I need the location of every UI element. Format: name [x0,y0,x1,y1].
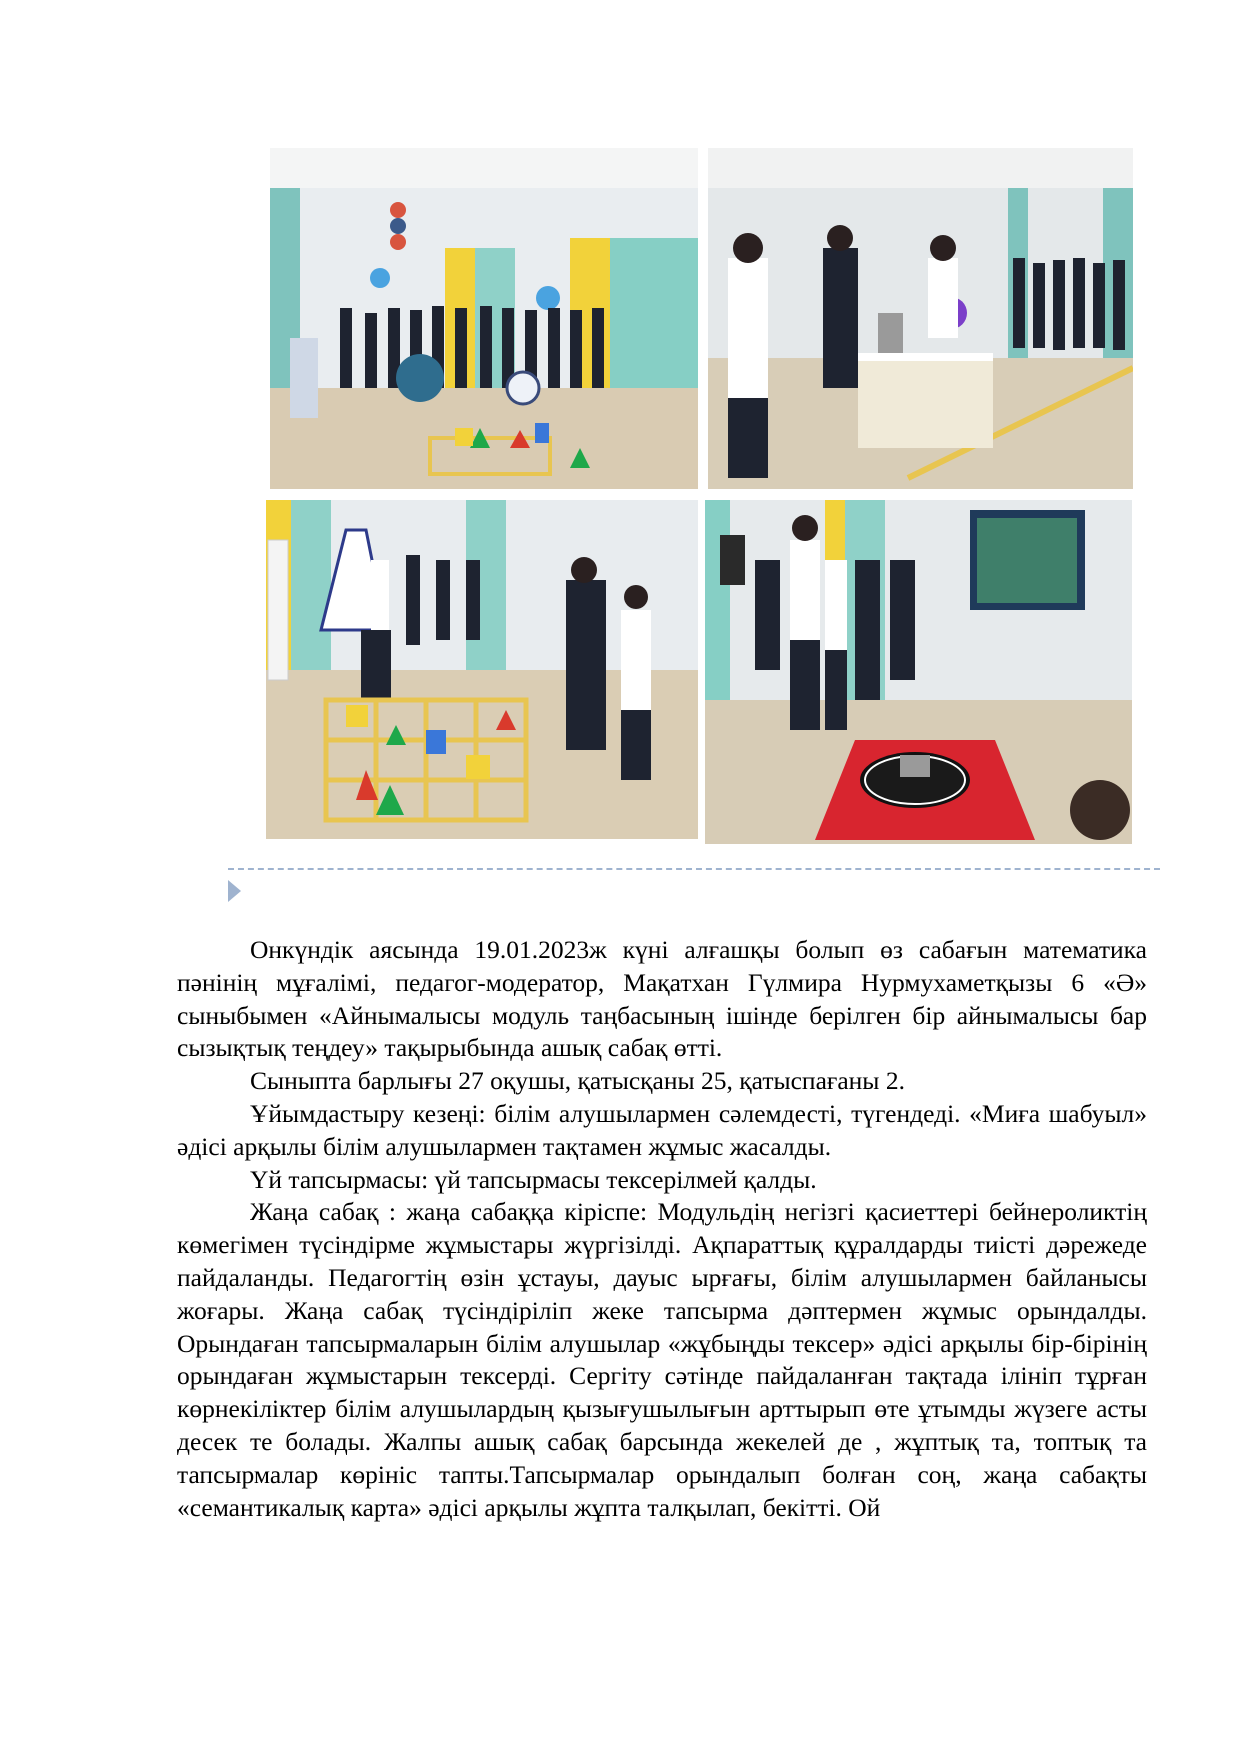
photo-floor-grid [266,500,698,839]
photo-robotics [705,500,1132,844]
floor-grid-photo-image [266,500,698,839]
paragraph-new-lesson: Жаңа сабақ : жаңа сабаққа кіріспе: Модульдің негізгі қасиеттері бейнероликтің көмегімен түсіндірме жұмыстары жүргізілді. Ақпараттық құралдарды тиісті дәрежеде пайдаланды. Педагогтің өзін ұстауы, дауыс ырғағы, білім алушылармен байланысы жоғары. Жаңа сабақ түсіндіріліп жеке тапсырма дәптермен жұмыс орындалды. Орындаған тапсырмаларын білім алушылар «жұбыңды тексер» әдісі арқылы бір-бірінің орындаған жұмыстарын тексерді. Сергіту сәтінде пайдаланған тақтада ілініп тұрған көрнекіліктер білім алушылардың қызығушылығын арттырып өте ұтымды жүзеге асты десек те болады. Жалпы ашық сабақ барсында жекелей де , жұптық та, топтық та тапсырмалар көрініс тапты.Тапсырмалар орындалып болған соң, жаңа сабақты «семантикалық карта» әдісі арқылы жұпта талқылап, бекітті. Ой [177,1197,1147,1522]
section-divider [228,868,1160,870]
paragraph-homework: Үй тапсырмасы: үй тапсырмасы тексерілмей қалды. [250,1164,817,1194]
group-photo-image [270,148,698,489]
photo-demonstration [708,148,1133,489]
paragraph-organization: Ұйымдастыру кезеңі: білім алушылармен сәлемдесті, түгендеді. «Миға шабуыл» әдісі арқылы білім алушылармен тақтамен жұмыс жасалды. [177,1098,1147,1161]
triangle-bullet-icon [228,880,241,902]
paragraph-intro: Онкүндік аясында 19.01.2023ж күні алғашқы болып өз сабағын математика пәнінің мұғалімі, педагог-модератор, Мақатхан Гүлмира Нурмухаметқызы 6 «Ә» сыныбымен «Айнымалысы модуль таңбасының ішінде берілген бір айнымалысы бар сызықтық теңдеу» тақырыбында ашық сабақ өтті. [177,935,1147,1063]
demonstration-photo-image [708,148,1133,489]
robotics-photo-image [705,500,1132,844]
paragraph-attendance: Сыныпта барлығы 27 оқушы, қатысқаны 25, қатыспағаны 2. [250,1066,905,1096]
photo-group [270,148,698,489]
article-body [177,934,1147,1524]
